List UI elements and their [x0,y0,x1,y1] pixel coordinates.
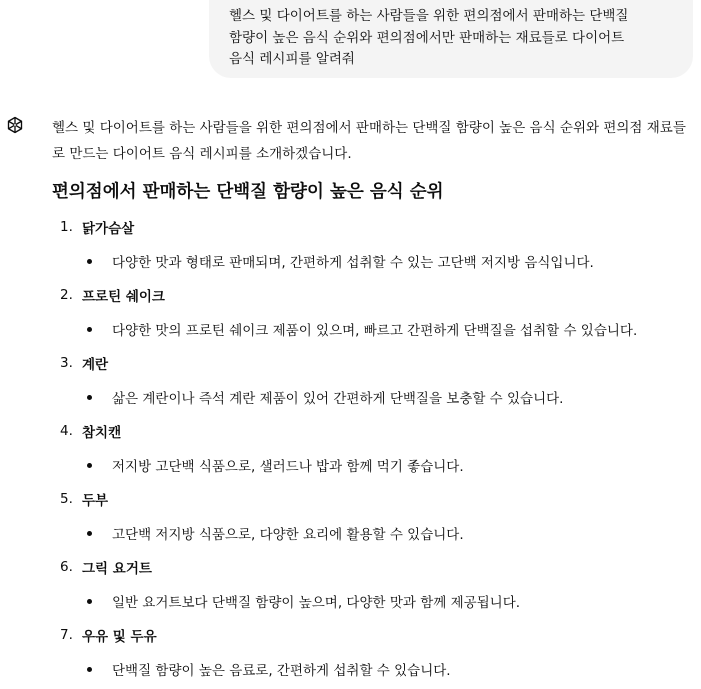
list-number: 4. [60,423,73,439]
item-name: 계란 [82,357,109,373]
list-item [52,347,697,415]
bullet-icon [85,257,93,265]
bullet-icon [85,529,93,537]
item-name: 참치캔 [82,425,122,441]
assistant-message [52,115,697,687]
item-name: 두부 [82,493,109,509]
assistant-intro: 헬스 및 다이어트를 하는 사람들을 위한 편의점에서 판매하는 단백질 함량이 높은 음식 순위와 편의점 재료들로 만드는 다이어트 음식 레시피를 소개하겠습니다. [52,120,686,162]
item-description: 삶은 계란이나 즉석 계란 제품이 있어 간편하게 단백질을 보충할 수 있습니다. [112,391,564,407]
list-number: 7. [60,627,73,643]
item-description: 단백질 함량이 높은 음료로, 간편하게 섭취할 수 있습니다. [112,663,451,679]
item-description: 다양한 맛과 형태로 판매되며, 간편하게 섭취할 수 있는 고단백 저지방 음식입니다. [112,255,594,271]
list-item [52,551,697,619]
item-description: 다양한 맛의 프로틴 쉐이크 제품이 있으며, 빠르고 간편하게 단백질을 섭취할 수 있습니다. [112,323,638,339]
list-item [52,483,697,551]
list-number: 2. [60,287,73,303]
list-number: 6. [60,559,73,575]
item-description: 저지방 고단백 식품으로, 샐러드나 밥과 함께 먹기 좋습니다. [112,459,464,475]
user-message-bubble [209,0,693,78]
item-name: 그릭 요거트 [82,561,152,577]
list-number: 3. [60,355,73,371]
user-message-text: 헬스 및 다이어트를 하는 사람들을 위한 편의점에서 판매하는 단백질 함량이 높은 음식 순위와 편의점에서만 판매하는 재료들로 다이어트 음식 레시피를 알려줘 [229,8,629,67]
section-title: 편의점에서 판매하는 단백질 함량이 높은 음식 순위 [52,182,444,202]
bullet-icon [85,325,93,333]
item-description: 일반 요거트보다 단백질 함량이 높으며, 다양한 맛과 함께 제공됩니다. [112,595,521,611]
item-name: 프로틴 쉐이크 [82,289,165,305]
item-description: 고단백 저지방 식품으로, 다양한 요리에 활용할 수 있습니다. [112,527,464,543]
ranking-list [52,211,697,687]
bullet-icon [85,393,93,401]
list-number: 5. [60,491,73,507]
bullet-icon [85,461,93,469]
bullet-icon [85,665,93,673]
list-item [52,415,697,483]
item-name: 우유 및 두유 [82,629,157,645]
list-item [52,211,697,279]
openai-logo-icon [4,114,26,136]
item-name: 닭가슴살 [82,221,135,237]
list-item [52,619,697,687]
list-number: 1. [60,219,73,235]
list-item [52,279,697,347]
bullet-icon [85,597,93,605]
